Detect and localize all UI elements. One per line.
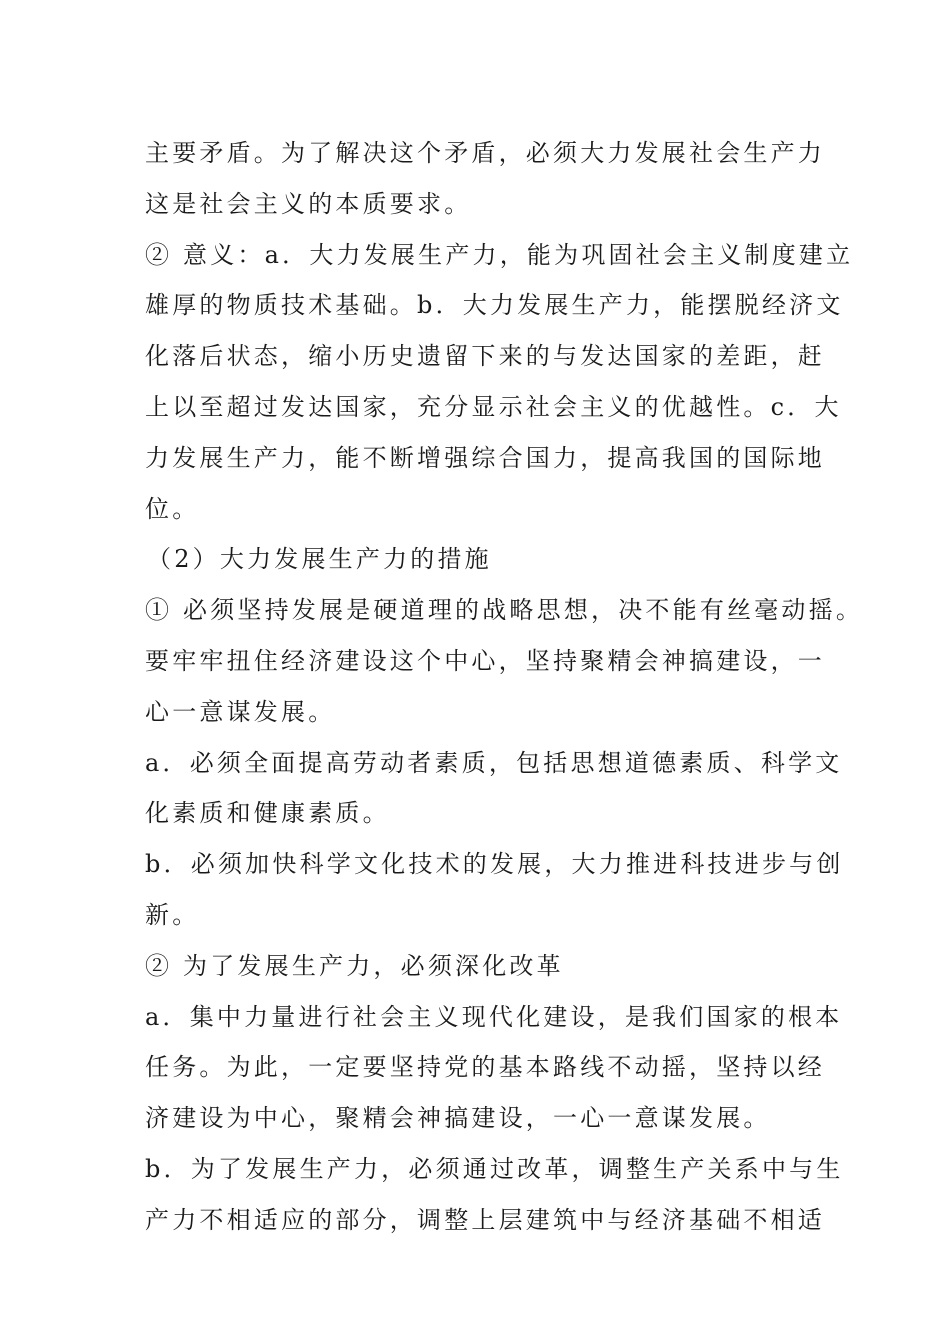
text-line: 济建设为中心，聚精会神搞建设，一心一意谋发展。 bbox=[145, 1104, 771, 1133]
text-line: 力发展生产力，能不断增强综合国力，提高我国的国际地 bbox=[145, 443, 825, 472]
text-line: 产力不相适应的部分，调整上层建筑中与经济基础不相适 bbox=[145, 1205, 825, 1234]
text-line: a．必须全面提高劳动者素质，包括思想道德素质、科学文 bbox=[145, 748, 843, 777]
text-line: 心一意谋发展。 bbox=[145, 697, 336, 726]
text-line: 新。 bbox=[145, 900, 200, 929]
text-line: b．必须加快科学文化技术的发展，大力推进科技进步与创 bbox=[145, 850, 844, 879]
text-line: 主要矛盾。为了解决这个矛盾，必须大力发展社会生产力 bbox=[145, 139, 825, 167]
text-line: ② 意义：a．大力发展生产力，能为巩固社会主义制度建立 bbox=[145, 240, 854, 269]
text-line: 化落后状态，缩小历史遗留下来的与发达国家的差距，赶 bbox=[145, 342, 825, 371]
text-line: 化素质和健康素质。 bbox=[145, 799, 390, 828]
text-line: ② 为了发展生产力，必须深化改革 bbox=[145, 951, 564, 980]
text-line: 任务。为此，一定要坚持党的基本路线不动摇，坚持以经 bbox=[145, 1053, 825, 1082]
text-line: 雄厚的物质技术基础。b．大力发展生产力，能摆脱经济文 bbox=[145, 291, 844, 320]
text-line: a．集中力量进行社会主义现代化建设，是我们国家的根本 bbox=[145, 1002, 843, 1031]
text-line: b．为了发展生产力，必须通过改革，调整生产关系中与生 bbox=[145, 1154, 844, 1183]
document-body bbox=[145, 128, 864, 1246]
text-line: ① 必须坚持发展是硬道理的战略思想，决不能有丝毫动摇。 bbox=[145, 596, 864, 625]
text-line: 上以至超过发达国家，充分显示社会主义的优越性。c．大 bbox=[145, 392, 842, 421]
text-line: 这是社会主义的本质要求。 bbox=[145, 189, 472, 218]
text-line: 位。 bbox=[145, 494, 200, 523]
section-heading: （2）大力发展生产力的措施 bbox=[147, 545, 492, 574]
text-line: 要牢牢扭住经济建设这个中心，坚持聚精会神搞建设，一 bbox=[145, 646, 825, 675]
